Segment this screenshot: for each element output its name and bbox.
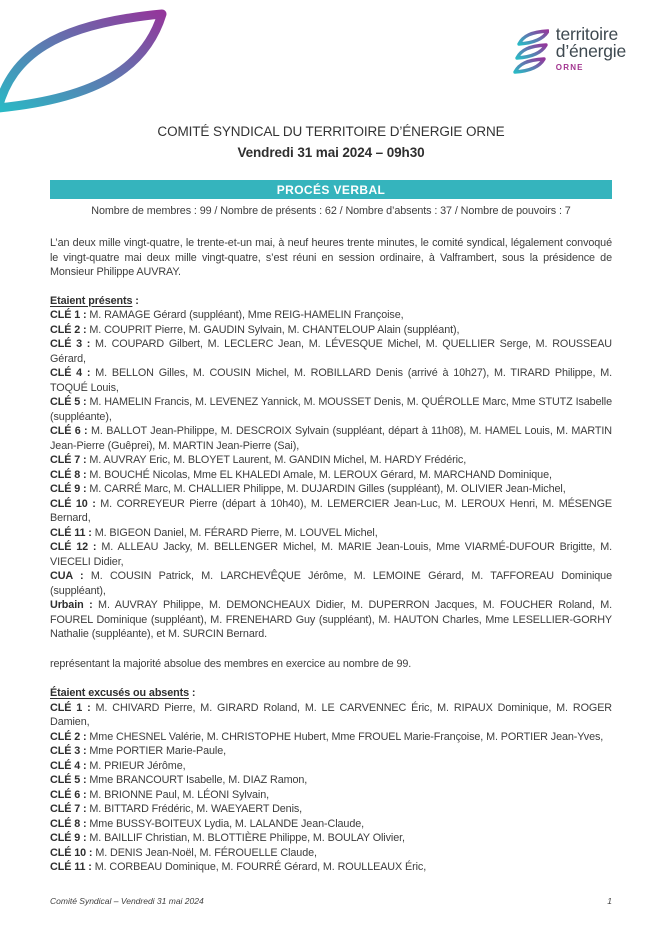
entry-names: M. BOUCHÉ Nicolas, Mme EL KHALEDI Amale, M. LEROUX Gérard, M. MARCHAND Dominique, [89,468,552,481]
title-block [50,124,612,160]
entry-group-label: CLÉ 8 : [50,468,87,481]
entry-group-label: CUA : [50,570,84,582]
entry-names: M. RAMAGE Gérard (suppléant), Mme REIG-HAMELIN Françoise, [89,309,404,321]
present-section-heading [50,294,612,309]
entry-group-label: CLÉ 3 : [50,338,91,350]
entry-group-label: CLÉ 5 : [50,774,87,786]
present-list [50,308,612,642]
absent-entry [50,846,612,861]
entry-group-label: CLÉ 2 : [50,323,87,336]
entry-names: M. BALLOT Jean-Philippe, M. DESCROIX Sylvain (suppléant, départ à 11h08), M. HAMEL Louis, M. MARTIN Jean-Pierre (Guêprei), M. MARTIN Jean-Pierre (Sai), [50,425,612,452]
absent-entry [50,802,612,817]
entry-names: M. CORBEAU Dominique, M. FOURRÉ Gérard, M. ROULLEAUX Éric, [94,861,427,873]
entry-group-label: CLÉ 11 : [50,861,92,873]
entry-group-label: CLÉ 3 : [50,745,87,757]
brand-block [513,26,626,76]
present-entry [50,337,612,366]
absent-entry [50,701,612,730]
entry-names: M. BAILLIF Christian, M. BLOTTIÈRE Philippe, M. BOULAY Olivier, [89,832,405,844]
present-entry [50,366,612,395]
entry-group-label: CLÉ 9 : [50,483,87,495]
present-heading-colon: : [132,294,139,307]
entry-group-label: CLÉ 7 : [50,803,87,815]
page-footer [50,896,612,906]
entry-names: M. BIGEON Daniel, M. FÉRARD Pierre, M. LOUVEL Michel, [94,526,378,539]
present-entry [50,424,612,453]
entry-names: Mme CHESNEL Valérie, M. CHRISTOPHE Hubert, Mme FROUEL Marie-Françoise, M. PORTIER Jean-Yves, [89,730,604,743]
entry-group-label: CLÉ 6 : [50,425,88,437]
absent-entry [50,788,612,803]
document-subtitle: Vendredi 31 mai 2024 – 09h30 [237,145,425,160]
entry-group-label: CLÉ 10 : [50,846,93,859]
entry-names: M. BRIONNE Paul, M. LÉONI Sylvain, [89,788,270,801]
absent-entry [50,744,612,759]
entry-group-label: CLÉ 7 : [50,454,87,466]
entry-group-label: CLÉ 1 : [50,309,87,321]
entry-names: M. COUSIN Patrick, M. LARCHEVÊQUE Jérôme, M. LEMOINE Gérard, M. TAFFOREAU Dominique (suppléant), [50,570,612,597]
proces-verbal-banner [50,180,612,199]
document-body [50,236,612,875]
entry-names: M. BELLON Gilles, M. COUSIN Michel, M. ROBILLARD Denis (arrivé à 10h27), M. TIRARD Philippe, M. TOQUÉ Louis, [50,367,612,394]
brand-wordmark [556,26,626,72]
entry-names: M. PRIEUR Jérôme, [89,759,186,772]
entry-group-label: CLÉ 8 : [50,817,87,830]
absent-section-heading [50,686,612,701]
brand-leaf-graphic [0,4,184,122]
entry-names: M. COUPRIT Pierre, M. GAUDIN Sylvain, M. CHANTELOUP Alain (suppléant), [89,323,460,336]
entry-group-label: CLÉ 9 : [50,832,87,844]
present-entry [50,526,612,541]
entry-group-label: CLÉ 1 : [50,701,91,714]
absent-entry [50,860,612,875]
brand-region: ORNE [555,63,584,72]
entry-names: M. DENIS Jean-Noël, M. FÉROUELLE Claude, [95,846,317,859]
entry-names: M. AUVRAY Eric, M. BLOYET Laurent, M. GANDIN Michel, M. HARDY Frédéric, [89,454,467,466]
absent-entry [50,730,612,745]
present-entry [50,308,612,323]
present-entry [50,453,612,468]
present-heading-text: Etaient présents [50,294,133,307]
entry-names: M. COUPARD Gilbert, M. LECLERC Jean, M. LÉVESQUE Michel, M. QUELLIER Serge, M. ROUSSEAU Gérard, [50,338,613,365]
entry-names: Mme PORTIER Marie-Paule, [89,745,227,757]
entry-names: M. HAMELIN Francis, M. LEVENEZ Yannick, M. MOUSSET Denis, M. QUÉROLLE Marc, Mme STUTZ Isabelle (suppléante), [50,396,612,423]
entry-group-label: CLÉ 11 : [50,526,92,539]
page-number: 1 [607,896,612,906]
entry-group-label: CLÉ 4 : [50,367,91,379]
present-entry [50,540,612,569]
absent-entry [50,831,612,846]
absent-entry [50,817,612,832]
intro-paragraph: L’an deux mille vingt-quatre, le trente-et-un mai, à neuf heures trente minutes, le comité syndical, légalement convoqué le vingt-quatre mai deux mille vingt-quatre, s’est réuni en session ordinaire, à Valframbert, sous la présidence de Monsieur Philippe AUVRAY. [50,237,612,278]
present-entry [50,323,612,338]
entry-group-label: CLÉ 4 : [50,759,87,772]
entry-names: M. CHIVARD Pierre, M. GIRARD Roland, M. LE CARVENNEC Éric, M. RIPAUX Dominique, M. ROGER Damien, [50,701,612,728]
attendance-stats: Nombre de membres : 99 / Nombre de présents : 62 / Nombre d’absents : 37 / Nombre de pouvoirs : 7 [91,205,571,217]
entry-names: M. CARRÉ Marc, M. CHALLIER Philippe, M. DUJARDIN Gilles (suppléant), M. OLIVIER Jean-Michel, [89,483,566,495]
absent-heading-colon: : [189,687,196,699]
absent-entry [50,759,612,774]
majority-note: représentant la majorité absolue des membres en exercice au nombre de 99. [50,657,412,670]
present-entry [50,395,612,424]
absent-heading-text: Étaient excusés ou absents [50,687,190,699]
entry-names: Mme BRANCOURT Isabelle, M. DIAZ Ramon, [89,774,308,786]
entry-group-label: CLÉ 12 : [50,541,97,553]
present-entry [50,598,612,642]
entry-names: M. CORREYEUR Pierre (départ à 10h40), M. LEMERCIER Jean-Luc, M. LEROUX Henri, M. MÉSENGE Bernard, [50,497,612,524]
brand-leaves-icon [513,28,549,76]
present-entry [50,569,612,598]
present-entry [50,482,612,497]
entry-names: M. BITTARD Frédéric, M. WAEYAERT Denis, [89,803,303,815]
present-entry [50,497,612,526]
footer-document-label: Comité Syndical – Vendredi 31 mai 2024 [50,896,204,906]
entry-group-label: CLÉ 2 : [50,730,87,743]
entry-names: Mme BUSSY-BOITEUX Lydia, M. LALANDE Jean-Claude, [89,817,365,830]
absent-entry [50,773,612,788]
entry-names: M. ALLEAU Jacky, M. BELLENGER Michel, M. MARIE Jean-Louis, Mme VIARMÉ-DUFOUR Brigitte, M. VIECELI Didier, [50,541,612,568]
entry-group-label: Urbain : [50,599,93,611]
entry-group-label: CLÉ 5 : [50,396,87,408]
entry-group-label: CLÉ 6 : [50,788,87,801]
entry-names: M. AUVRAY Philippe, M. DEMONCHEAUX Didier, M. DUPERRON Jacques, M. FOUCHER Roland, M. FOUREL Dominique (suppléant), M. FRENEHARD Guy (suppléant), M. HAUTON Charles, Mme LESELLIER-GORHY Nathalie (suppléante), et M. SURCIN Bernard. [50,599,612,640]
present-entry [50,468,612,483]
banner-label: PROCÉS VERBAL [276,182,386,197]
entry-group-label: CLÉ 10 : [50,497,96,510]
brand-line1: territoire [555,24,618,44]
absent-list [50,701,612,875]
document-title: COMITÉ SYNDICAL DU TERRITOIRE D’ÉNERGIE ORNE [157,124,505,139]
brand-line2: d’énergie [555,41,626,61]
